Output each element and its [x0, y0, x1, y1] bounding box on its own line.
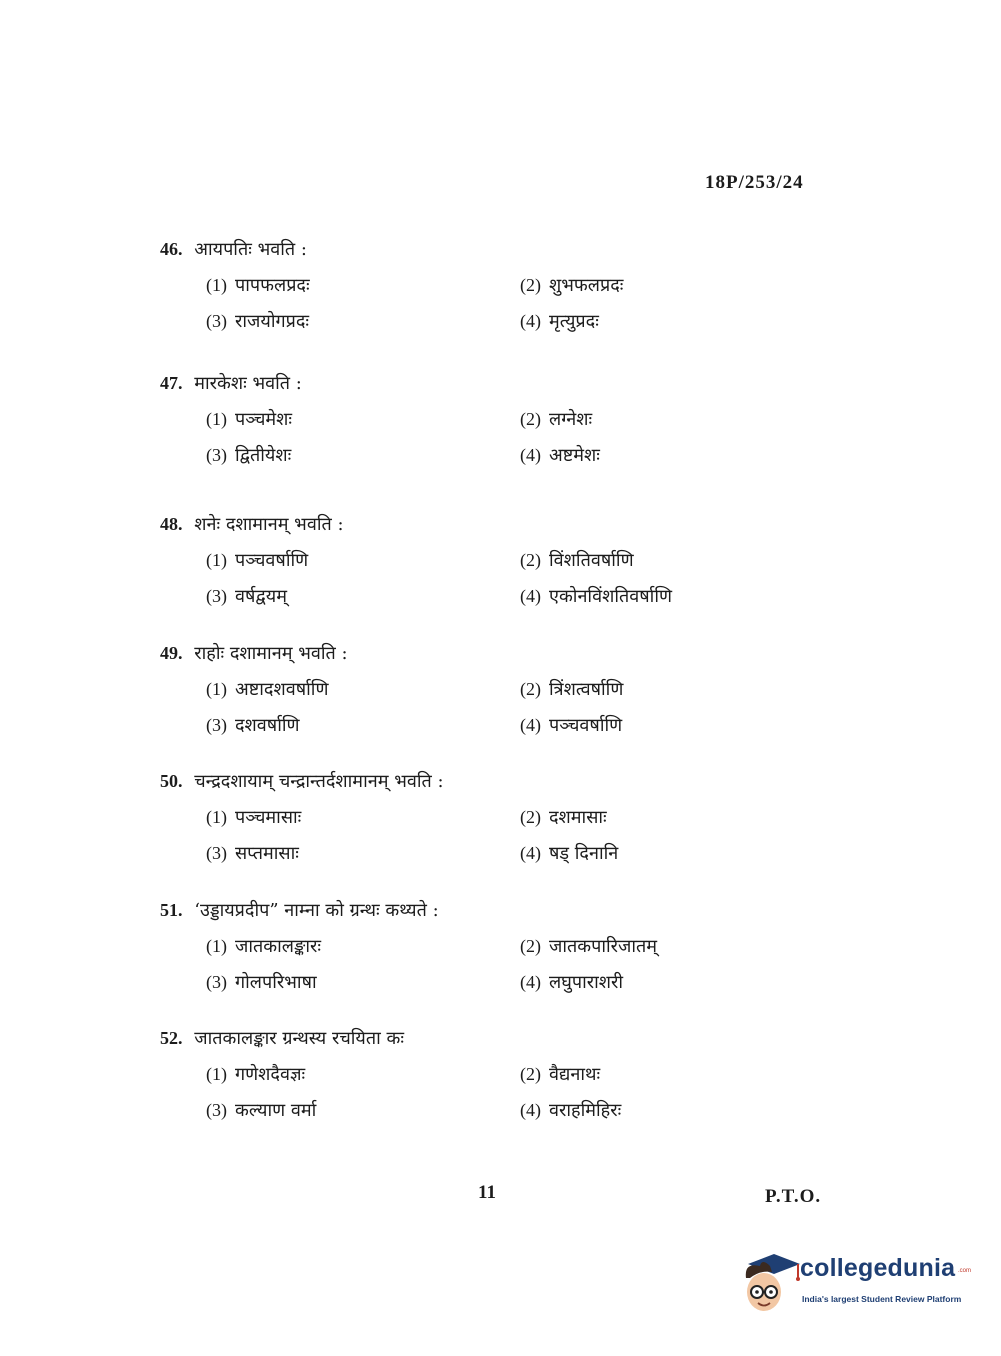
brand-domain: .com: [958, 1268, 972, 1274]
options-row: [160, 584, 800, 620]
option-3: (3) द्वितीयेशः: [206, 445, 292, 466]
options-row: [160, 1062, 800, 1098]
question-text: ‘उड्डायप्रदीप” नाम्ना को ग्रन्थः कथ्यते :: [194, 900, 439, 921]
options-row: [160, 934, 800, 970]
question-number: 46.: [160, 239, 183, 259]
option-1: (1) पापफलप्रदः: [206, 275, 310, 296]
option-2: (2) शुभफलप्रदः: [520, 275, 624, 296]
brand-name: collegedunia: [800, 1254, 956, 1282]
paper-code: 18P/253/24: [705, 172, 804, 193]
question-text: जातकालङ्कार ग्रन्थस्य रचयिता कः: [194, 1028, 404, 1049]
option-1: (1) पञ्चमासाः: [206, 807, 302, 828]
options-row: [160, 805, 800, 841]
option-3: (3) राजयोगप्रदः: [206, 311, 310, 332]
question-number: 47.: [160, 373, 183, 393]
option-1: (1) जातकालङ्कारः: [206, 936, 322, 957]
option-2: (2) वैद्यनाथः: [520, 1064, 601, 1085]
options-row: [160, 443, 800, 479]
question-number: 50.: [160, 771, 183, 791]
option-3: (3) गोलपरिभाषा: [206, 972, 317, 993]
question-stem: [160, 640, 800, 667]
options-row: [160, 841, 800, 877]
option-4: (4) मृत्युप्रदः: [520, 311, 599, 332]
question-49: [160, 640, 800, 749]
question-text: शनेः दशामानम् भवति :: [194, 514, 344, 535]
options-row: [160, 309, 800, 345]
question-number: 51.: [160, 900, 183, 920]
option-1: (1) पञ्चवर्षाणि: [206, 550, 309, 571]
options-row: [160, 407, 800, 443]
question-number: 49.: [160, 643, 183, 663]
collegedunia-logo[interactable]: [740, 1248, 972, 1320]
options-row: [160, 1098, 800, 1134]
option-4: (4) अष्टमेशः: [520, 445, 600, 466]
question-stem: [160, 768, 800, 795]
option-1: (1) पञ्चमेशः: [206, 409, 293, 430]
option-2: (2) जातकपारिजातम्: [520, 936, 658, 957]
question-text: राहोः दशामानम् भवति :: [194, 643, 348, 664]
question-46: [160, 236, 800, 345]
question-text: मारकेशः भवति :: [194, 373, 302, 394]
option-2: (2) त्रिंशत्वर्षाणि: [520, 679, 624, 700]
option-4: (4) लघुपाराशरी: [520, 972, 624, 993]
option-4: (4) पञ्चवर्षाणि: [520, 715, 623, 736]
question-50: [160, 768, 800, 877]
question-48: [160, 511, 800, 620]
question-52: [160, 1025, 800, 1134]
question-stem: [160, 897, 800, 924]
options-row: [160, 970, 800, 1006]
option-2: (2) लग्नेशः: [520, 409, 593, 430]
question-text: आयपतिः भवति :: [194, 239, 307, 260]
option-2: (2) विंशतिवर्षाणि: [520, 550, 634, 571]
question-47: [160, 370, 800, 479]
question-stem: [160, 370, 800, 397]
question-51: [160, 897, 800, 1006]
brand-tagline: India's largest Student Review Platform: [802, 1294, 962, 1304]
option-1: (1) अष्टादशवर्षाणि: [206, 679, 329, 700]
options-row: [160, 677, 800, 713]
option-1: (1) गणेशदैवज्ञः: [206, 1064, 306, 1085]
options-row: [160, 548, 800, 584]
pto-label: P.T.O.: [765, 1186, 822, 1207]
options-row: [160, 713, 800, 749]
option-3: (3) दशवर्षाणि: [206, 715, 300, 736]
question-number: 48.: [160, 514, 183, 534]
option-4: (4) वराहमिहिरः: [520, 1100, 622, 1121]
question-stem: [160, 1025, 800, 1052]
options-row: [160, 273, 800, 309]
page-number: 11: [478, 1182, 496, 1203]
question-number: 52.: [160, 1028, 183, 1048]
mascot-graduate-icon: [740, 1248, 802, 1316]
option-3: (3) सप्तमासाः: [206, 843, 299, 864]
option-4: (4) एकोनविंशतिवर्षाणि: [520, 586, 673, 607]
question-text: चन्द्रदशायाम् चन्द्रान्तर्दशामानम् भवति :: [194, 771, 444, 792]
option-4: (4) षड् दिनानि: [520, 843, 619, 864]
question-stem: [160, 511, 800, 538]
option-3: (3) वर्षद्वयम्: [206, 586, 287, 607]
option-2: (2) दशमासाः: [520, 807, 607, 828]
option-3: (3) कल्याण वर्मा: [206, 1100, 317, 1121]
question-stem: [160, 236, 800, 263]
